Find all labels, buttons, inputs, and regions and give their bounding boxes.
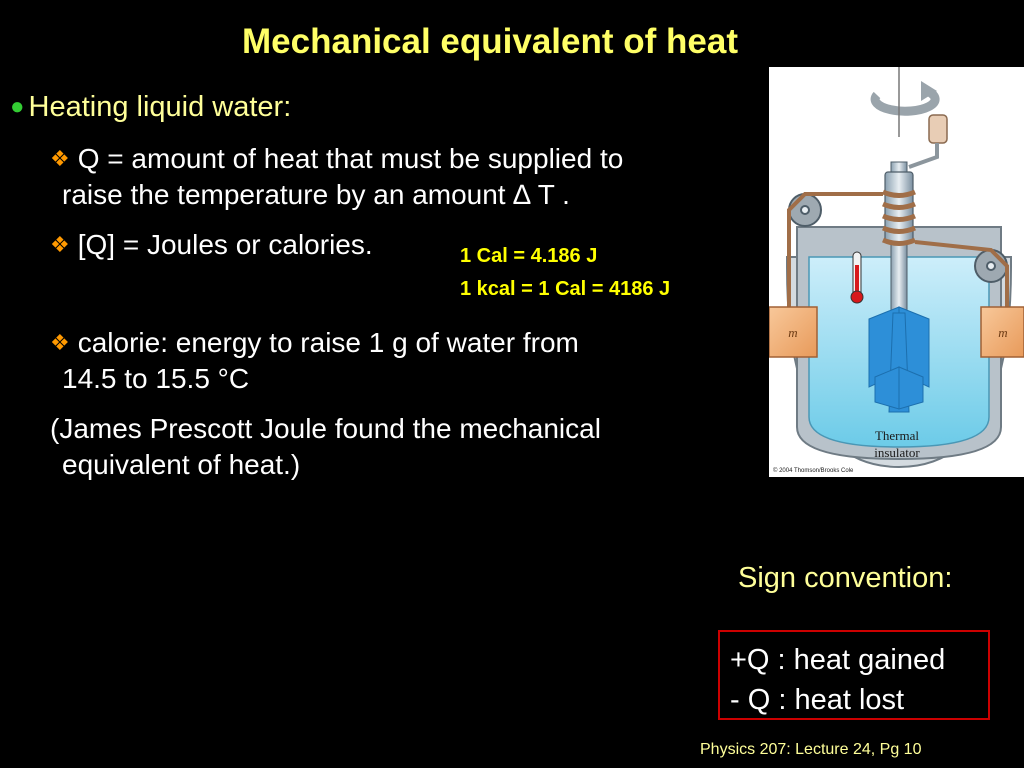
joule-note xyxy=(50,411,760,483)
orange-diamond-icon: ❖ xyxy=(50,232,70,257)
slide-title: Mechanical equivalent of heat xyxy=(242,22,738,61)
rotation-arrow-icon xyxy=(875,81,937,111)
joule-note-line2: equivalent of heat.) xyxy=(62,449,301,480)
figure-copyright: © 2004 Thomson/Brooks Cole xyxy=(773,468,854,474)
joule-apparatus-illustration xyxy=(769,67,1024,477)
green-dot-icon: ● xyxy=(10,93,25,120)
sub-bullet-calorie xyxy=(50,325,750,397)
thermometer-icon xyxy=(851,252,863,303)
paddle-wheel xyxy=(869,307,929,412)
equation-cal: 1 Cal = 4.186 J xyxy=(460,245,598,267)
sub-bullet-heat-line1: Q = amount of heat that must be supplied to xyxy=(77,143,624,174)
sign-convention-label: Sign convention: xyxy=(738,562,953,594)
mass-left-label: m xyxy=(788,325,798,340)
thermal-label-line1: Thermal xyxy=(874,428,920,443)
orange-diamond-icon: ❖ xyxy=(50,330,70,355)
joule-apparatus-figure xyxy=(769,67,1024,477)
sub-bullet-calorie-line1: calorie: energy to raise 1 g of water from xyxy=(77,327,579,358)
sub-bullet-heat-definition xyxy=(50,141,770,213)
sub-bullet-heat-line2: raise the temperature by an amount ∆ T . xyxy=(62,179,570,210)
sub-bullet-calorie-line2: 14.5 to 15.5 °C xyxy=(62,363,250,394)
thermal-label-line2: insulator xyxy=(874,445,920,460)
pulley-left xyxy=(789,194,821,226)
main-bullet-text: Heating liquid water: xyxy=(28,91,292,123)
sign-minus-text: - Q : heat lost xyxy=(730,684,905,716)
sign-convention-box xyxy=(718,630,990,720)
main-bullet xyxy=(10,91,291,124)
sub-bullet-units-text: [Q] = Joules or calories. xyxy=(77,229,373,260)
sign-plus-text: +Q : heat gained xyxy=(730,644,946,676)
orange-diamond-icon: ❖ xyxy=(50,146,70,171)
pulley-right xyxy=(975,250,1007,282)
slide-footer: Physics 207: Lecture 24, Pg 10 xyxy=(700,741,922,758)
mass-right-label: m xyxy=(998,325,1008,340)
equation-kcal: 1 kcal = 1 Cal = 4186 J xyxy=(460,278,671,300)
joule-note-line1: (James Prescott Joule found the mechanical xyxy=(50,413,601,444)
sub-bullet-units xyxy=(50,227,470,263)
